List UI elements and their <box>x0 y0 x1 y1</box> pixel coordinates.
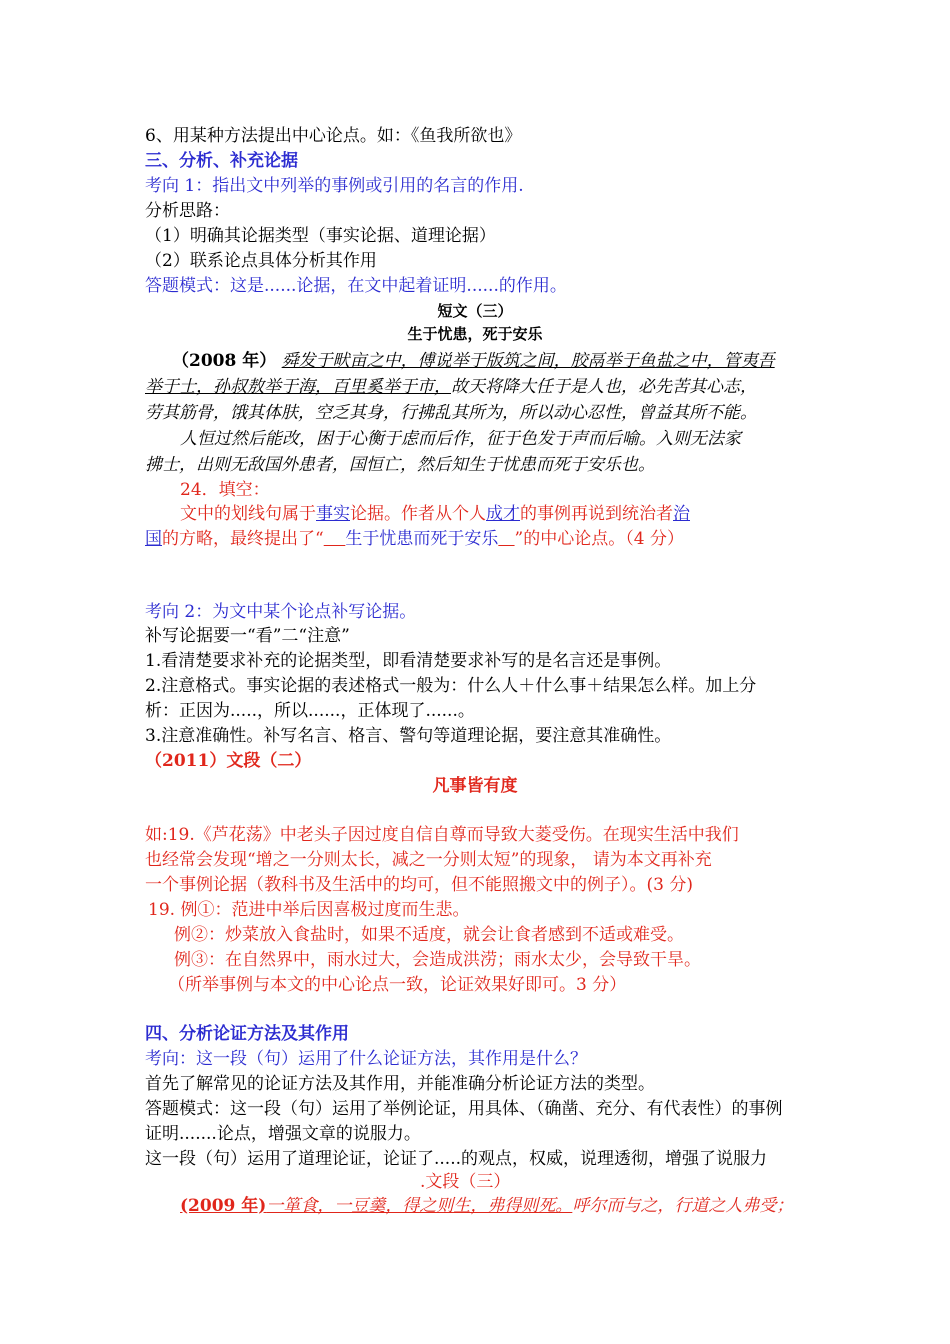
fill-text: 的事例再说到统治者 <box>520 504 673 524</box>
classical-para-2-line-a: 人恒过然后能改，困于心衡于虑而后作，征于色发于声而后喻。入则无法家 <box>180 429 741 449</box>
fill-text: 文中的划线句属于 <box>180 504 316 524</box>
answer-example-3: 例③：在自然界中，雨水过大，会造成洪涝；雨水太少，会导致干旱。 <box>174 950 701 970</box>
question-19-line-b: 也经常会发现“增之一分则太长，减之一分则太短”的现象， 请为本文再补充 <box>145 850 712 870</box>
answer-mode-2-line-a: 答题模式：这一段（句）运用了举例论证，用具体、（确凿、充分、有代表性）的事例 <box>145 1099 783 1119</box>
note-2-line-b: 析：正因为.....，所以......，正体现了......。 <box>145 701 475 721</box>
classical-para-1-line-b <box>145 375 757 399</box>
note-1: 1.看清楚要求补充的论据类型，即看清楚要求补写的是名言还是事例。 <box>145 651 672 671</box>
year-2009: (2009 年) <box>180 1196 267 1216</box>
classical-text: 呼尔而与之，行道之人弗受； <box>572 1196 794 1216</box>
answer-example-1: 19. 例①：范进中举后因喜极过度而生悲。 <box>148 900 470 920</box>
section-heading-3: 三、分析、补充论据 <box>145 151 298 171</box>
underlined-sentence-b: 举于士，孙叔敖举于海，百里奚举于市， <box>145 377 451 397</box>
question-19-line-c: 一个事例论据（教科书及生活中的均可，但不能照搬文中的例子）。(3 分) <box>145 875 693 895</box>
analysis-label: 分析思路： <box>145 201 230 221</box>
classical-title-2: 凡事皆有度 <box>432 776 518 796</box>
classical-title-1: 生于忧患，死于安乐 <box>407 325 543 343</box>
fill-answer-zhi: 治 <box>673 504 690 524</box>
classical-para-1-line-a <box>172 349 775 373</box>
question-24: 24．填空： <box>180 480 270 500</box>
classical-para-1-line-c: 劳其筋骨，饿其体肤，空乏其身，行拂乱其所为，所以动心忍性，曾益其所不能。 <box>145 403 757 423</box>
year-2008: （2008 年） <box>172 351 277 371</box>
note-2-line-a: 2.注意格式。事实论据的表述格式一般为：什么人＋什么事＋结果怎么样。加上分 <box>145 676 757 696</box>
answer-example-2: 例②：炒菜放入食盐时，如果不适度，就会让食者感到不适或难受。 <box>174 925 684 945</box>
classical-para-2-line-b: 拂士，出则无敌国外患者，国恒亡，然后知生于忧患而死于安乐也。 <box>145 455 655 475</box>
underlined-sentence-c: 一箪食，一豆羹，得之则生，弗得则死。 <box>266 1196 573 1216</box>
kaoxiang-1: 考向 1：指出文中列举的事例或引用的名言的作用. <box>145 176 524 196</box>
answer-mode-3: 这一段（句）运用了道理论证，论证了.....的观点，权威，说理透彻，增强了说服力 <box>145 1149 768 1169</box>
step-2: （2）联系论点具体分析其作用 <box>145 251 377 271</box>
question-19-line-a: 如:19.《芦花荡》中老头子因过度自信自尊而导致大菱受伤。在现实生活中我们 <box>145 825 739 845</box>
fill-line-2 <box>145 527 684 551</box>
underlined-sentence-a: 舜发于畎亩之中，傅说举于版筑之间，胶鬲举于鱼盐之中，管夷吾 <box>281 351 775 371</box>
method-intro: 首先了解常见的论证方法及其作用，并能准确分析论证方法的类型。 <box>145 1074 655 1094</box>
fill-text: 的方略，最终提出了“ <box>162 529 324 549</box>
classical-text: 故天将降大任于是人也，必先苦其心志， <box>451 377 757 397</box>
fill-answer-guo: 国 <box>145 529 162 549</box>
answer-mode-1: 答题模式：这是......论据，在文中起着证明......的作用。 <box>145 276 567 296</box>
note-3: 3.注意准确性。补写名言、格言、警句等道理论据，要注意其准确性。 <box>145 726 672 746</box>
passage-3-label: .文段（三） <box>420 1172 511 1192</box>
section-heading-4: 四、分析论证方法及其作用 <box>145 1024 349 1044</box>
answer-note: （所举事例与本文的中心论点一致，论证效果好即可。3 分） <box>168 975 627 995</box>
step-1: （1）明确其论据类型（事实论据、道理论据） <box>145 226 496 246</box>
fill-answer-chengcai: 成才 <box>486 504 520 524</box>
kaoxiang-2: 考向 2：为文中某个论点补写论据。 <box>145 602 417 622</box>
passage-2011-label: （2011）文段（二） <box>145 751 312 771</box>
classical-para-3 <box>180 1194 793 1218</box>
method-line-6: 6、用某种方法提出中心论点。如：《鱼我所欲也》 <box>145 126 522 146</box>
answer-mode-2-line-b: 证明.......论点，增强文章的说服力。 <box>145 1124 421 1144</box>
fill-text: ”的中心论点。（4 分） <box>514 529 684 549</box>
fill-answer-fact: 事实 <box>316 504 350 524</box>
supplement-rule: 补写论据要一“看”二“注意” <box>145 626 350 646</box>
fill-text: 论据。作者从个人 <box>350 504 486 524</box>
kaoxiang-3: 考向：这一段（句）运用了什么论证方法，其作用是什么？ <box>145 1049 587 1069</box>
fill-line-1 <box>180 502 690 526</box>
fill-answer-thesis: 生于忧患而死于安乐 <box>345 529 499 549</box>
short-text-3-heading: 短文（三） <box>437 302 513 320</box>
